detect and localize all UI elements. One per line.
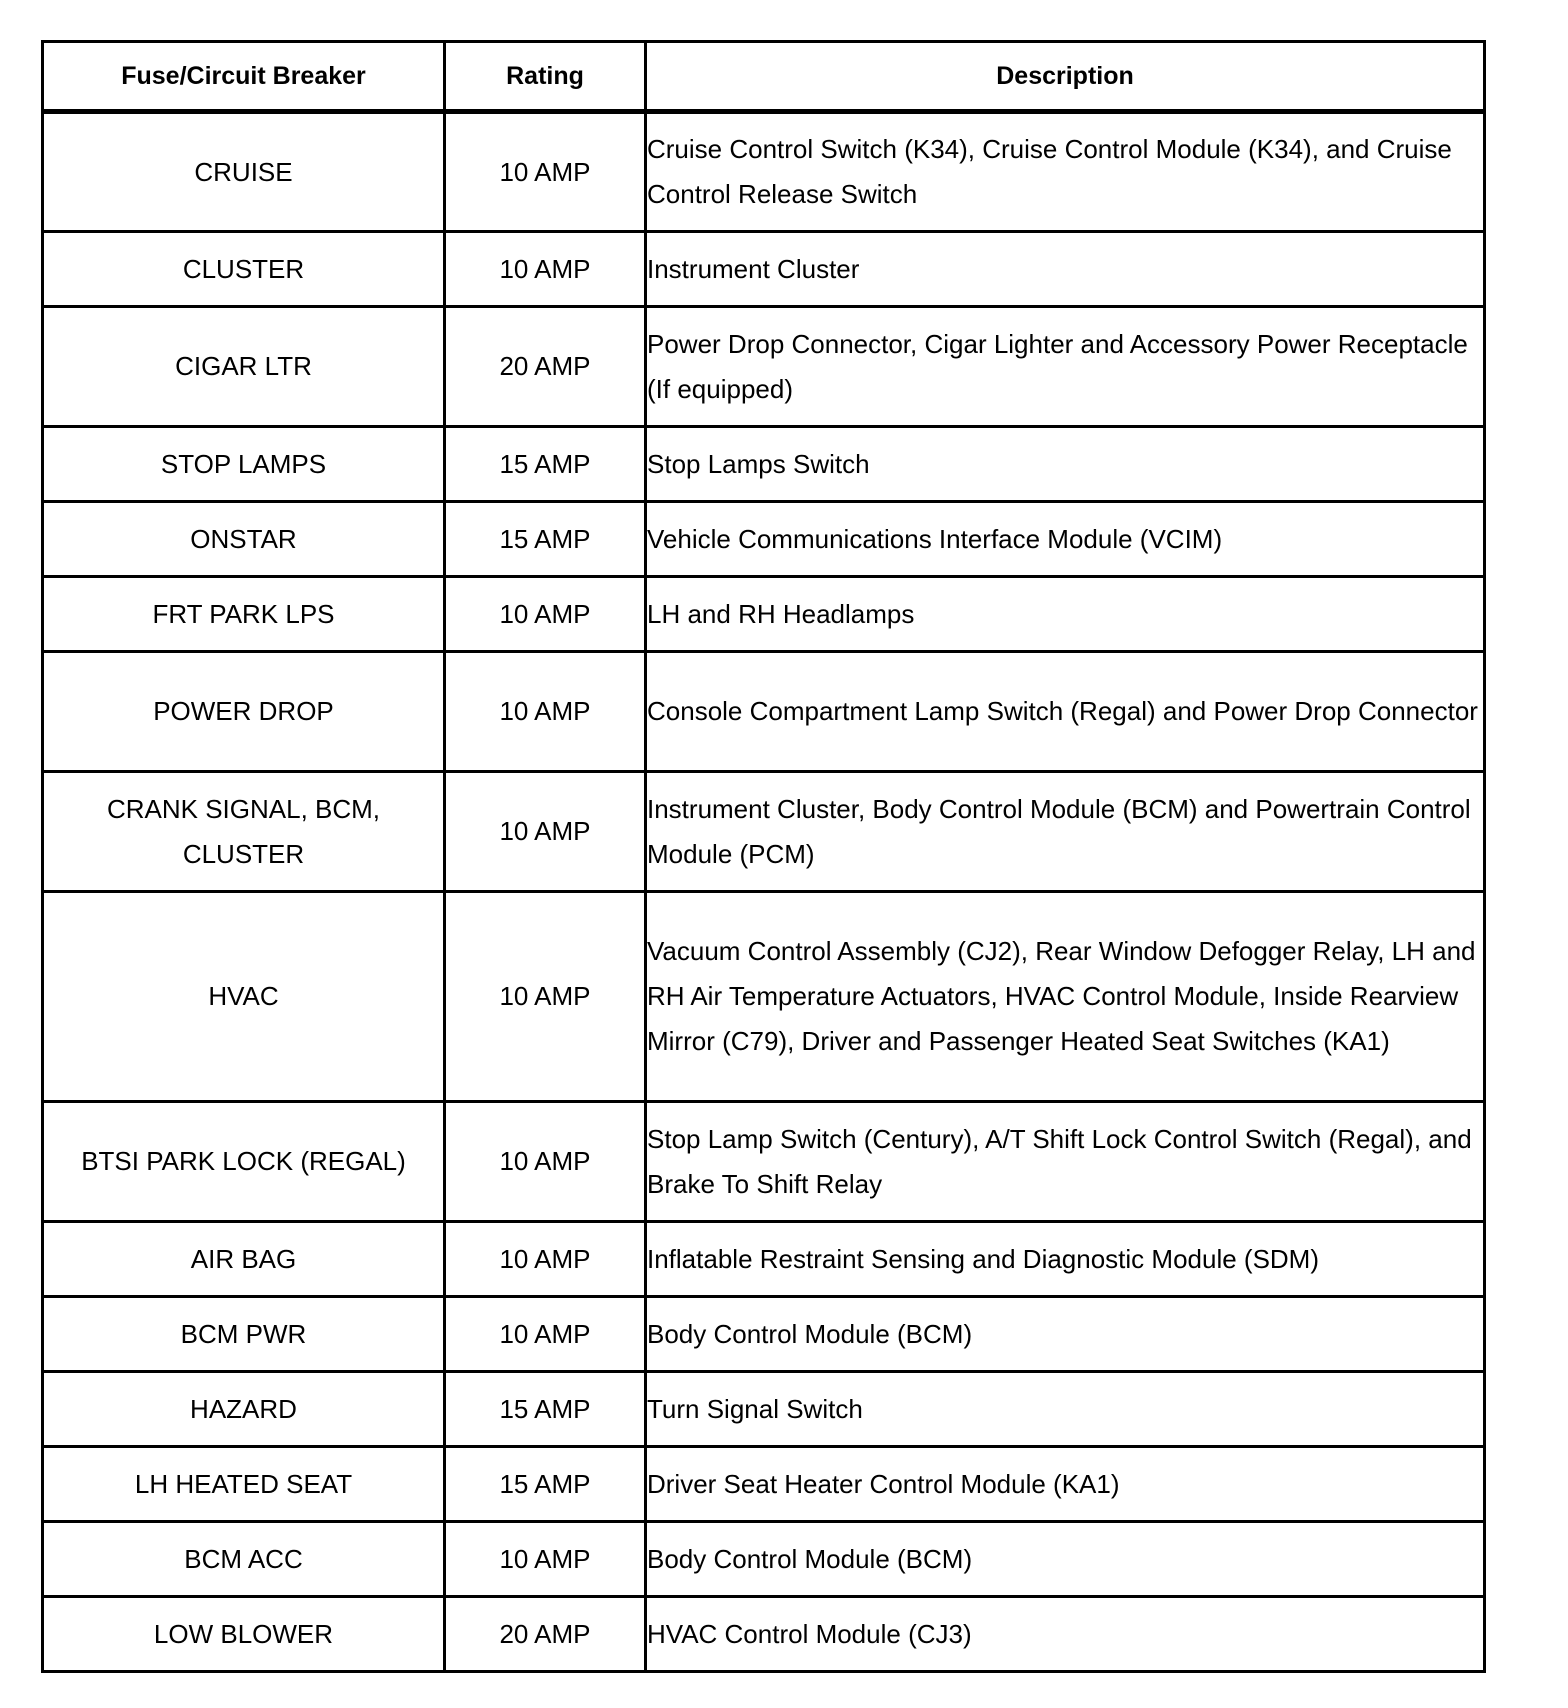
description-cell: HVAC Control Module (CJ3) [646,1597,1485,1672]
description-cell: Cruise Control Switch (K34), Cruise Control Module (K34), and Cruise Control Release Switch [646,112,1485,232]
table-row [43,232,1485,307]
fuse-cell: AIR BAG [43,1222,445,1297]
description-cell: Turn Signal Switch [646,1372,1485,1447]
fuse-cell: HAZARD [43,1372,445,1447]
table-row [43,502,1485,577]
table-row [43,307,1485,427]
rating-cell: 10 AMP [445,1297,646,1372]
rating-cell: 20 AMP [445,307,646,427]
rating-cell: 10 AMP [445,1102,646,1222]
fuse-cell: FRT PARK LPS [43,577,445,652]
rating-cell: 15 AMP [445,1447,646,1522]
description-cell: Body Control Module (BCM) [646,1522,1485,1597]
rating-cell: 10 AMP [445,112,646,232]
header-fuse: Fuse/Circuit Breaker [43,42,445,112]
fuse-cell: LH HEATED SEAT [43,1447,445,1522]
fuse-cell: BCM PWR [43,1297,445,1372]
rating-cell: 10 AMP [445,1222,646,1297]
rating-cell: 10 AMP [445,892,646,1102]
description-cell: Power Drop Connector, Cigar Lighter and Accessory Power Receptacle (If equipped) [646,307,1485,427]
fuse-cell: ONSTAR [43,502,445,577]
description-cell: Stop Lamp Switch (Century), A/T Shift Lock Control Switch (Regal), and Brake To Shift Relay [646,1102,1485,1222]
table-row [43,892,1485,1102]
rating-cell: 15 AMP [445,502,646,577]
description-cell: Driver Seat Heater Control Module (KA1) [646,1447,1485,1522]
table-row [43,577,1485,652]
header-description: Description [646,42,1485,112]
fuse-cell: CIGAR LTR [43,307,445,427]
table-row [43,1102,1485,1222]
description-cell: Body Control Module (BCM) [646,1297,1485,1372]
fuse-cell: BTSI PARK LOCK (REGAL) [43,1102,445,1222]
fuse-cell: HVAC [43,892,445,1102]
fuse-cell: CLUSTER [43,232,445,307]
table-row [43,652,1485,772]
description-cell: Vehicle Communications Interface Module (VCIM) [646,502,1485,577]
description-cell: Vacuum Control Assembly (CJ2), Rear Window Defogger Relay, LH and RH Air Temperature Actuators, HVAC Control Module, Inside Rearview Mirror (C79), Driver and Passenger Heated Seat Switches (KA1) [646,892,1485,1102]
rating-cell: 10 AMP [445,232,646,307]
rating-cell: 10 AMP [445,652,646,772]
fuse-cell: CRANK SIGNAL, BCM, CLUSTER [43,772,445,892]
description-cell: Inflatable Restraint Sensing and Diagnostic Module (SDM) [646,1222,1485,1297]
description-cell: Instrument Cluster, Body Control Module (BCM) and Powertrain Control Module (PCM) [646,772,1485,892]
header-rating: Rating [445,42,646,112]
fuse-table [41,40,1486,1673]
table-row [43,427,1485,502]
table-header-row [43,42,1485,112]
table-row [43,772,1485,892]
table-row [43,1447,1485,1522]
rating-cell: 10 AMP [445,577,646,652]
fuse-cell: CRUISE [43,112,445,232]
description-cell: Console Compartment Lamp Switch (Regal) and Power Drop Connector [646,652,1485,772]
description-cell: Instrument Cluster [646,232,1485,307]
table-row [43,1372,1485,1447]
fuse-cell: POWER DROP [43,652,445,772]
rating-cell: 20 AMP [445,1597,646,1672]
rating-cell: 15 AMP [445,1372,646,1447]
table-row [43,1297,1485,1372]
description-cell: Stop Lamps Switch [646,427,1485,502]
rating-cell: 15 AMP [445,427,646,502]
fuse-cell: STOP LAMPS [43,427,445,502]
rating-cell: 10 AMP [445,1522,646,1597]
fuse-cell: BCM ACC [43,1522,445,1597]
table-row [43,1597,1485,1672]
rating-cell: 10 AMP [445,772,646,892]
table-row [43,112,1485,232]
table-row [43,1222,1485,1297]
table-row [43,1522,1485,1597]
description-cell: LH and RH Headlamps [646,577,1485,652]
fuse-cell: LOW BLOWER [43,1597,445,1672]
